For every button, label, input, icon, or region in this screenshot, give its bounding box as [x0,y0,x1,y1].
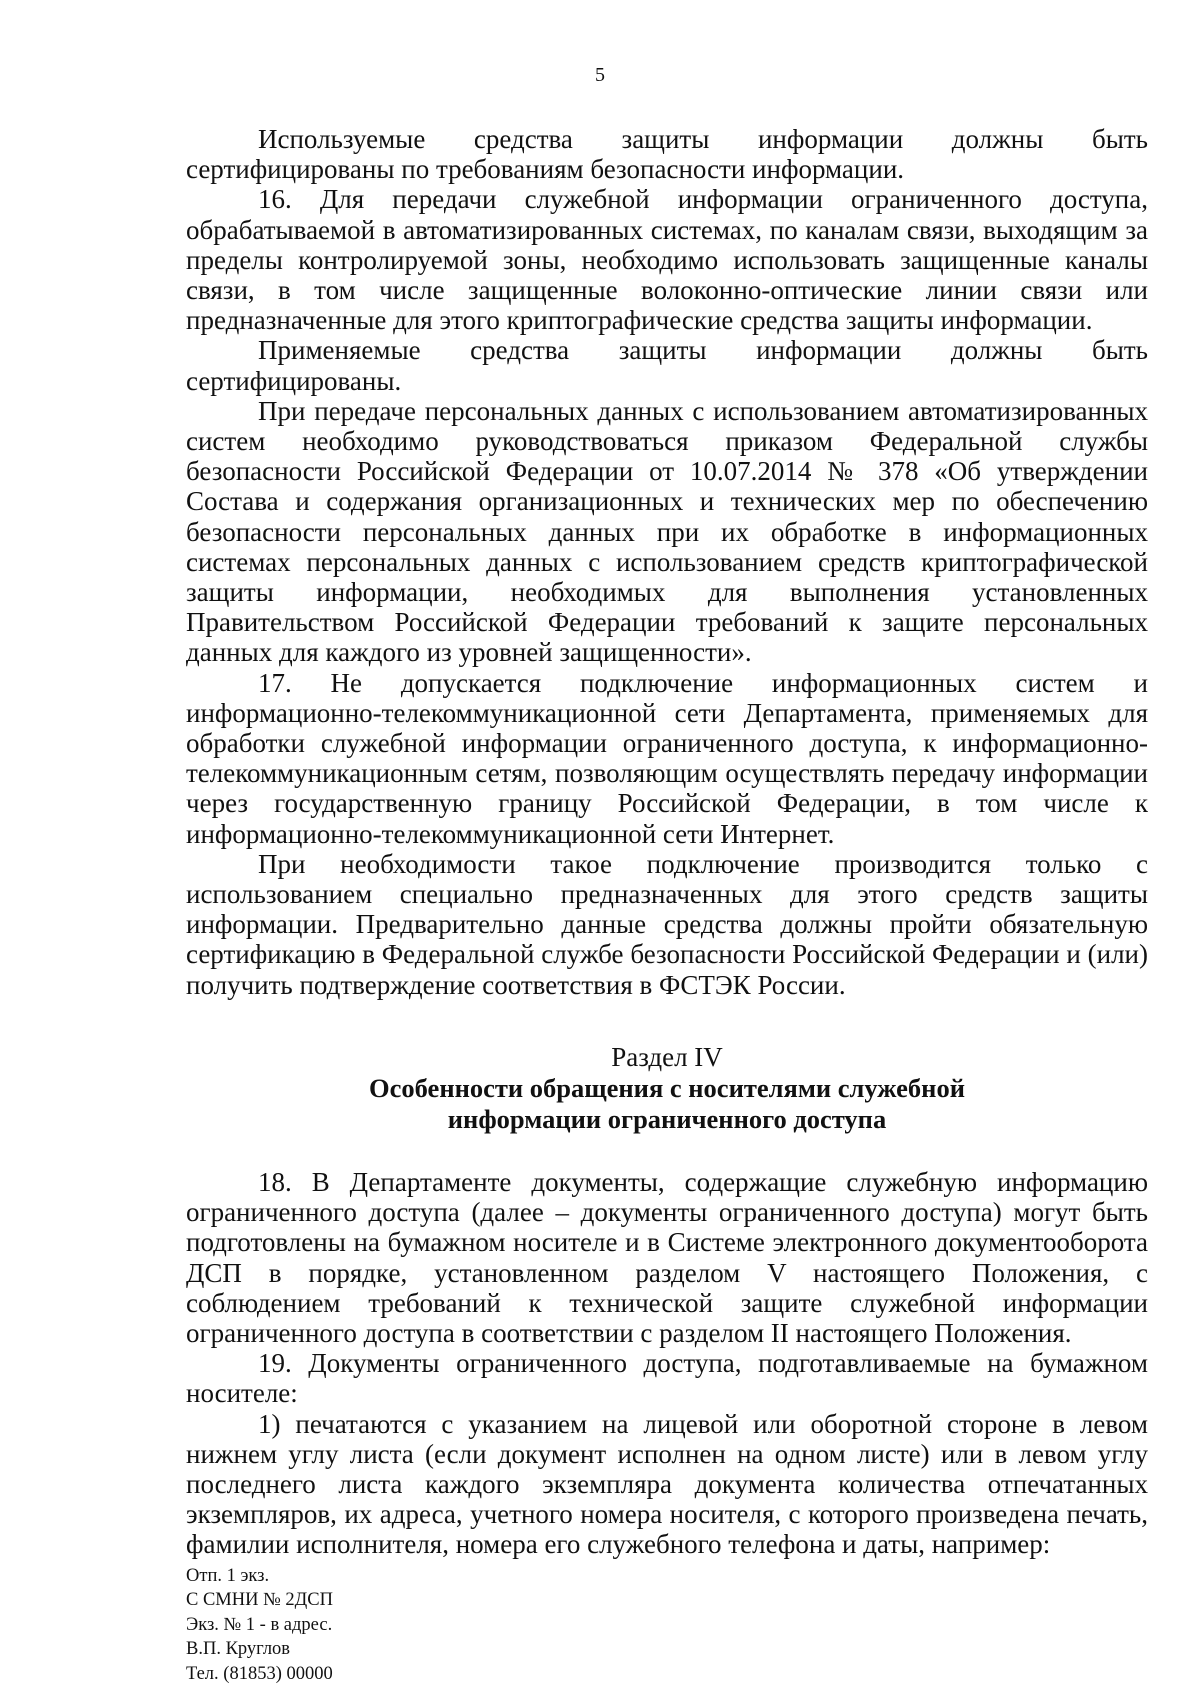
paragraph-item-18: 18. В Департаменте документы, содержащие служебную информацию ограниченного доступа (далее – документы ограниченного доступа) могут быть подготовлены на бумажном носителе и в Системе электронного документооборота ДСП в порядке, установленном разделом V настоящего Положения, с соблюдением требований к технической защите служебной информации ограниченного доступа в соответствии с разделом II настоящего Положения. [186,1166,1148,1348]
example-copies-line: Отп. 1 экз. [186,1565,270,1586]
paragraph-item-16: 16. Для передачи служебной информации ограниченного доступа, обрабатываемой в автоматизированных системах, по каналам связи, выходящим за пределы контролируемой зоны, необходимо использовать защищенные каналы связи, в том числе защищенные волоконно-оптические линии связи или предназначенные для этого криптографические средства защиты информации. [186,184,1148,336]
paragraph-certification-requirement: Используемые средства защиты информации должны быть сертифицированы по требованиям безопасности информации. [186,124,1148,185]
page-number: 5 [595,64,605,86]
paragraph-personal-data: При передаче персональных данных с использованием автоматизированных систем необходимо руководствоваться приказом Федеральной службы безопасности Российской Федерации от 10.07.2014 № 378 «Об утверждении Состава и содержания организационных и технических мер по обеспечению безопасности персональных данных при их обработке в информационных системах персональных данных с использованием средств криптографической защиты информации, необходимых для выполнения установленных Правительством Российской Федерации требований к защите персональных данных для каждого из уровней защищенности». [186,395,1148,668]
section-spacer [186,1135,1148,1167]
paragraph-item-17: 17. Не допускается подключение информационных систем и информационно-телекоммуникационной сети Департамента, применяемых для обработки служебной информации ограниченного доступа, к информационно-телекоммуникационным сетям, позволяющим осуществлять передачу информации через государственную границу Российской Федерации, в том числе к информационно-телекоммуникационной сети Интернет. [186,667,1148,849]
example-executor-line: В.П. Круглов [186,1639,291,1660]
section-title-line-2: информации ограниченного доступа [447,1103,887,1134]
example-source-line: С СМНИ № 2ДСП [186,1590,333,1611]
section-heading [186,1042,1148,1135]
paragraph-item-19-1: 1) печатаются с указанием на лицевой или оборотной стороне в левом нижнем углу листа (если документ исполнен на одном листе) или в левом углу последнего листа каждого экземпляра документа количества отпечатанных экземпляров, их адреса, учетного номера носителя, с которого произведена печать, фамилии исполнителя, номера его служебного телефона и даты, например: [186,1408,1148,1560]
example-copy-address-line: Экз. № 1 - в адрес. [186,1614,333,1635]
paragraph-item-19: 19. Документы ограниченного доступа, подготавливаемые на бумажном носителе: [186,1348,1148,1409]
example-phone-line: Тел. (81853) 00000 [186,1663,333,1684]
section-number: Раздел IV [611,1041,723,1072]
example-block [186,1564,1148,1687]
document-body [186,124,1148,1687]
paragraph-certified-means: Применяемые средства защиты информации должны быть сертифицированы. [186,335,1148,396]
paragraph-connection-conditions: При необходимости такое подключение производится только с использованием специально предназначенных для этого средств защиты информации. Предварительно данные средства должны пройти обязательную сертификацию в Федеральной службе безопасности Российской Федерации и (или) получить подтверждение соответствия в ФСТЭК России. [186,848,1148,1000]
section-title-line-1: Особенности обращения с носителями служебной [369,1072,965,1103]
